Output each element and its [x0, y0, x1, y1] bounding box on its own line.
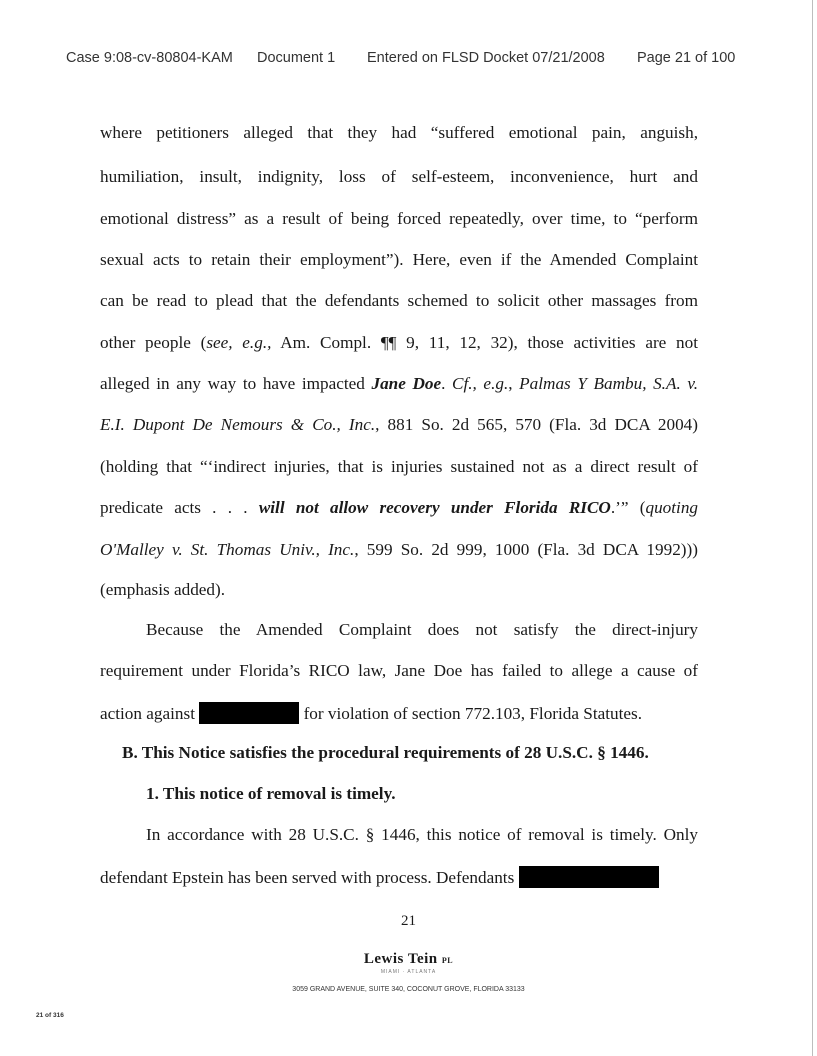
text-run: Am. Compl. ¶¶ 9, 11, 12, 32), those activities are not [271, 333, 698, 352]
case-name: O'Malley v. St. Thomas Univ., Inc. [100, 540, 355, 559]
body-line [100, 866, 698, 888]
docket-header [66, 50, 756, 66]
subsection-heading: 1. This notice of removal is timely. [146, 784, 396, 803]
body-line: In accordance with 28 U.S.C. § 1446, this notice of removal is timely. Only [146, 825, 698, 844]
body-line [100, 498, 698, 518]
body-line [100, 333, 698, 353]
firm-name: Lewis Tein [363, 951, 438, 967]
redaction-box [519, 866, 659, 888]
text-run: predicate acts . . . [100, 498, 259, 517]
body-line: requirement under Florida’s RICO law, Jane Doe has failed to allege a cause of [100, 661, 698, 680]
body-line: humiliation, insult, indignity, loss of self-esteem, inconvenience, hurt and [100, 167, 698, 186]
text-run: .’” ( [610, 498, 646, 517]
party-name: Jane Doe [371, 374, 442, 393]
text-run: action against [100, 704, 200, 723]
text-run: alleged in any way to have impacted [100, 374, 372, 393]
text-run: defendant Epstein has been served with process. Defendants [100, 868, 519, 887]
page-indicator: Page 21 of 100 [637, 50, 736, 66]
citation-signal: quoting [645, 498, 699, 517]
body-line: (holding that “‘indirect injuries, that is injuries sustained not as a direct result of [100, 457, 698, 476]
page-edge-rule [812, 0, 813, 1056]
page-number: 21 [401, 913, 416, 929]
text-run: for violation of section 772.103, Florida Statutes. [299, 704, 643, 723]
emphasized-text: will not allow recovery under Florida RICO [258, 498, 611, 517]
firm-address: 3059 GRAND AVENUE, SUITE 340, COCONUT GROVE, FLORIDA 33133 [292, 986, 525, 993]
case-name: E.I. Dupont De Nemours & Co., Inc. [100, 415, 376, 434]
text-run: , 599 So. 2d 999, 1000 (Fla. 3d DCA 1992))) [354, 540, 698, 559]
document-number: Document 1 [257, 50, 336, 66]
text-run: other people ( [100, 333, 207, 352]
body-line [100, 415, 698, 435]
case-number: Case 9:08-cv-80804-KAM [66, 50, 233, 66]
body-line [100, 374, 698, 394]
body-line: sexual acts to retain their employment”). Here, even if the Amended Complaint [100, 250, 698, 269]
body-line: Because the Amended Complaint does not satisfy the direct-injury [146, 620, 698, 639]
firm-logo [0, 951, 817, 968]
body-line: can be read to plead that the defendants schemed to solicit other massages from [100, 291, 698, 310]
body-line: emotional distress” as a result of being forced repeatedly, over time, to “perform [100, 209, 698, 228]
citation-signal: Cf., e.g. [452, 374, 509, 393]
text-run: . [441, 374, 452, 393]
text-run: , 881 So. 2d 565, 570 (Fla. 3d DCA 2004) [375, 415, 698, 434]
docket-entry: Entered on FLSD Docket 07/21/2008 [367, 50, 605, 66]
section-heading: B. This Notice satisfies the procedural requirements of 28 U.S.C. § 1446. [122, 743, 649, 762]
redaction-box [199, 702, 299, 724]
firm-locations: MIAMI · ATLANTA [380, 969, 437, 975]
body-line [100, 540, 698, 560]
document-page-count: 21 of 316 [36, 1012, 64, 1019]
text-run: , [508, 374, 520, 393]
citation-signal: see, e.g., [206, 333, 272, 352]
case-name: Palmas Y Bambu, S.A. v. [519, 374, 699, 393]
body-line: where petitioners alleged that they had “suffered emotional pain, anguish, [100, 123, 698, 142]
firm-suffix: PL [441, 956, 454, 965]
body-line [100, 702, 698, 724]
body-line: (emphasis added). [100, 580, 226, 599]
